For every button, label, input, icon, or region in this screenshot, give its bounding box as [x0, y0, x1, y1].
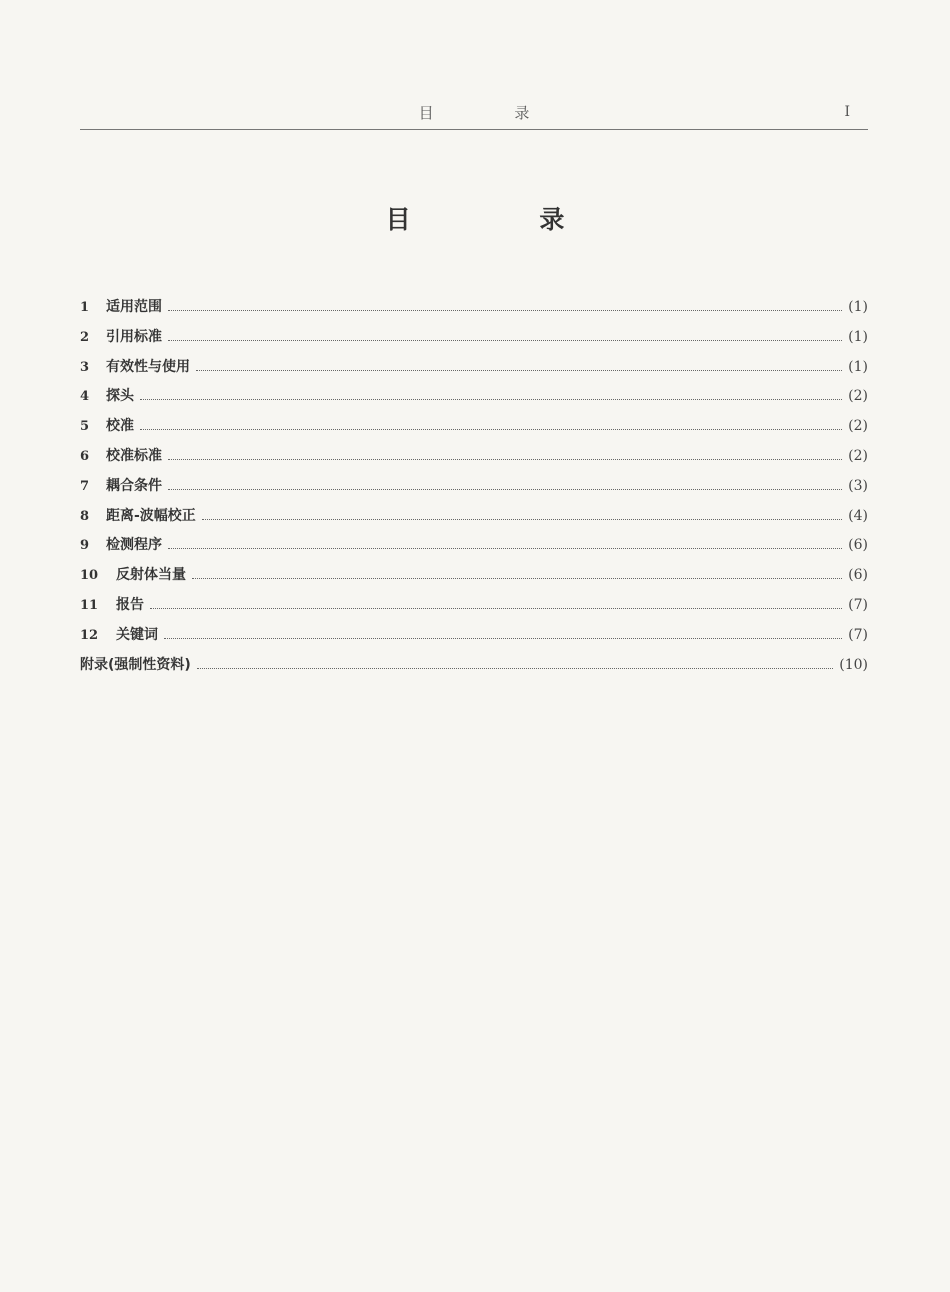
toc-entry[interactable]	[80, 445, 868, 475]
toc-dot-leader	[164, 638, 842, 639]
toc-entry-label: 附录(强制性资料)	[80, 656, 191, 673]
toc-entry[interactable]	[80, 356, 868, 386]
toc-entry-label: 反射体当量	[116, 567, 186, 584]
toc-entry[interactable]	[80, 534, 868, 564]
toc-entry-label: 检测程序	[106, 537, 162, 554]
toc-entry-page: (1)	[848, 299, 868, 315]
toc-entry-page: (1)	[848, 358, 868, 375]
toc-entry-page: (1)	[848, 328, 868, 345]
toc-entry-label: 耦合条件	[106, 477, 162, 494]
toc-entry-label: 探头	[106, 388, 134, 405]
toc-entry-number: 1	[80, 300, 90, 315]
toc-entry-number: 5	[80, 419, 90, 435]
toc-entry-number: 4	[80, 389, 90, 405]
toc-entry-number: 11	[80, 597, 99, 613]
toc-dot-leader	[140, 399, 842, 400]
table-of-contents	[80, 296, 868, 683]
toc-entry-page: (2)	[848, 418, 868, 435]
toc-entry-label: 报告	[116, 596, 144, 613]
running-header-title: 目 录	[418, 104, 568, 122]
running-header	[80, 100, 868, 128]
toc-entry-number: 6	[80, 448, 90, 464]
toc-dot-leader	[168, 489, 842, 490]
toc-entry-page: (6)	[848, 537, 868, 554]
toc-entry-page: (2)	[848, 388, 868, 405]
toc-entry-label: 适用范围	[106, 299, 162, 315]
toc-entry-page: (7)	[848, 626, 868, 643]
toc-dot-leader	[168, 310, 842, 311]
toc-entry-page: (4)	[848, 507, 868, 524]
toc-dot-leader	[202, 519, 842, 520]
toc-dot-leader	[168, 340, 842, 341]
toc-dot-leader	[168, 459, 842, 460]
toc-title: 目 录	[385, 205, 625, 234]
toc-entry-page: (10)	[839, 656, 868, 673]
toc-entry[interactable]	[80, 385, 868, 415]
toc-entry-label: 关键词	[116, 626, 158, 643]
toc-dot-leader	[192, 578, 842, 579]
toc-entry-number: 3	[80, 359, 90, 375]
toc-entry-number: 7	[80, 478, 90, 494]
toc-entry-label: 距离-波幅校正	[106, 507, 196, 524]
toc-entry-page: (2)	[848, 447, 868, 464]
toc-dot-leader	[197, 668, 833, 669]
toc-dot-leader	[196, 370, 842, 371]
header-rule	[80, 129, 868, 130]
toc-dot-leader	[150, 608, 842, 609]
toc-entry[interactable]	[80, 296, 868, 326]
toc-dot-leader	[140, 429, 842, 430]
toc-entry-number: 9	[80, 538, 90, 554]
toc-entry[interactable]	[80, 505, 868, 535]
toc-entry-label: 校准	[106, 418, 134, 435]
toc-entry-number: 12	[80, 627, 99, 643]
toc-entry-appendix[interactable]	[80, 654, 868, 684]
toc-entry[interactable]	[80, 564, 868, 594]
page-number: I	[844, 104, 850, 120]
toc-dot-leader	[168, 548, 842, 549]
toc-entry-label: 校准标准	[106, 447, 162, 464]
toc-entry-page: (3)	[848, 477, 868, 494]
toc-entry-page: (7)	[848, 596, 868, 613]
toc-entry-number: 10	[80, 568, 99, 584]
toc-entry-label: 有效性与使用	[106, 358, 190, 375]
toc-entry[interactable]	[80, 624, 868, 654]
toc-entry[interactable]	[80, 475, 868, 505]
toc-entry[interactable]	[80, 415, 868, 445]
toc-entry[interactable]	[80, 594, 868, 624]
toc-entry-label: 引用标准	[106, 328, 162, 345]
toc-entry-number: 2	[80, 329, 90, 345]
toc-entry-number: 8	[80, 508, 90, 524]
toc-entry-page: (6)	[848, 567, 868, 584]
toc-entry[interactable]	[80, 326, 868, 356]
